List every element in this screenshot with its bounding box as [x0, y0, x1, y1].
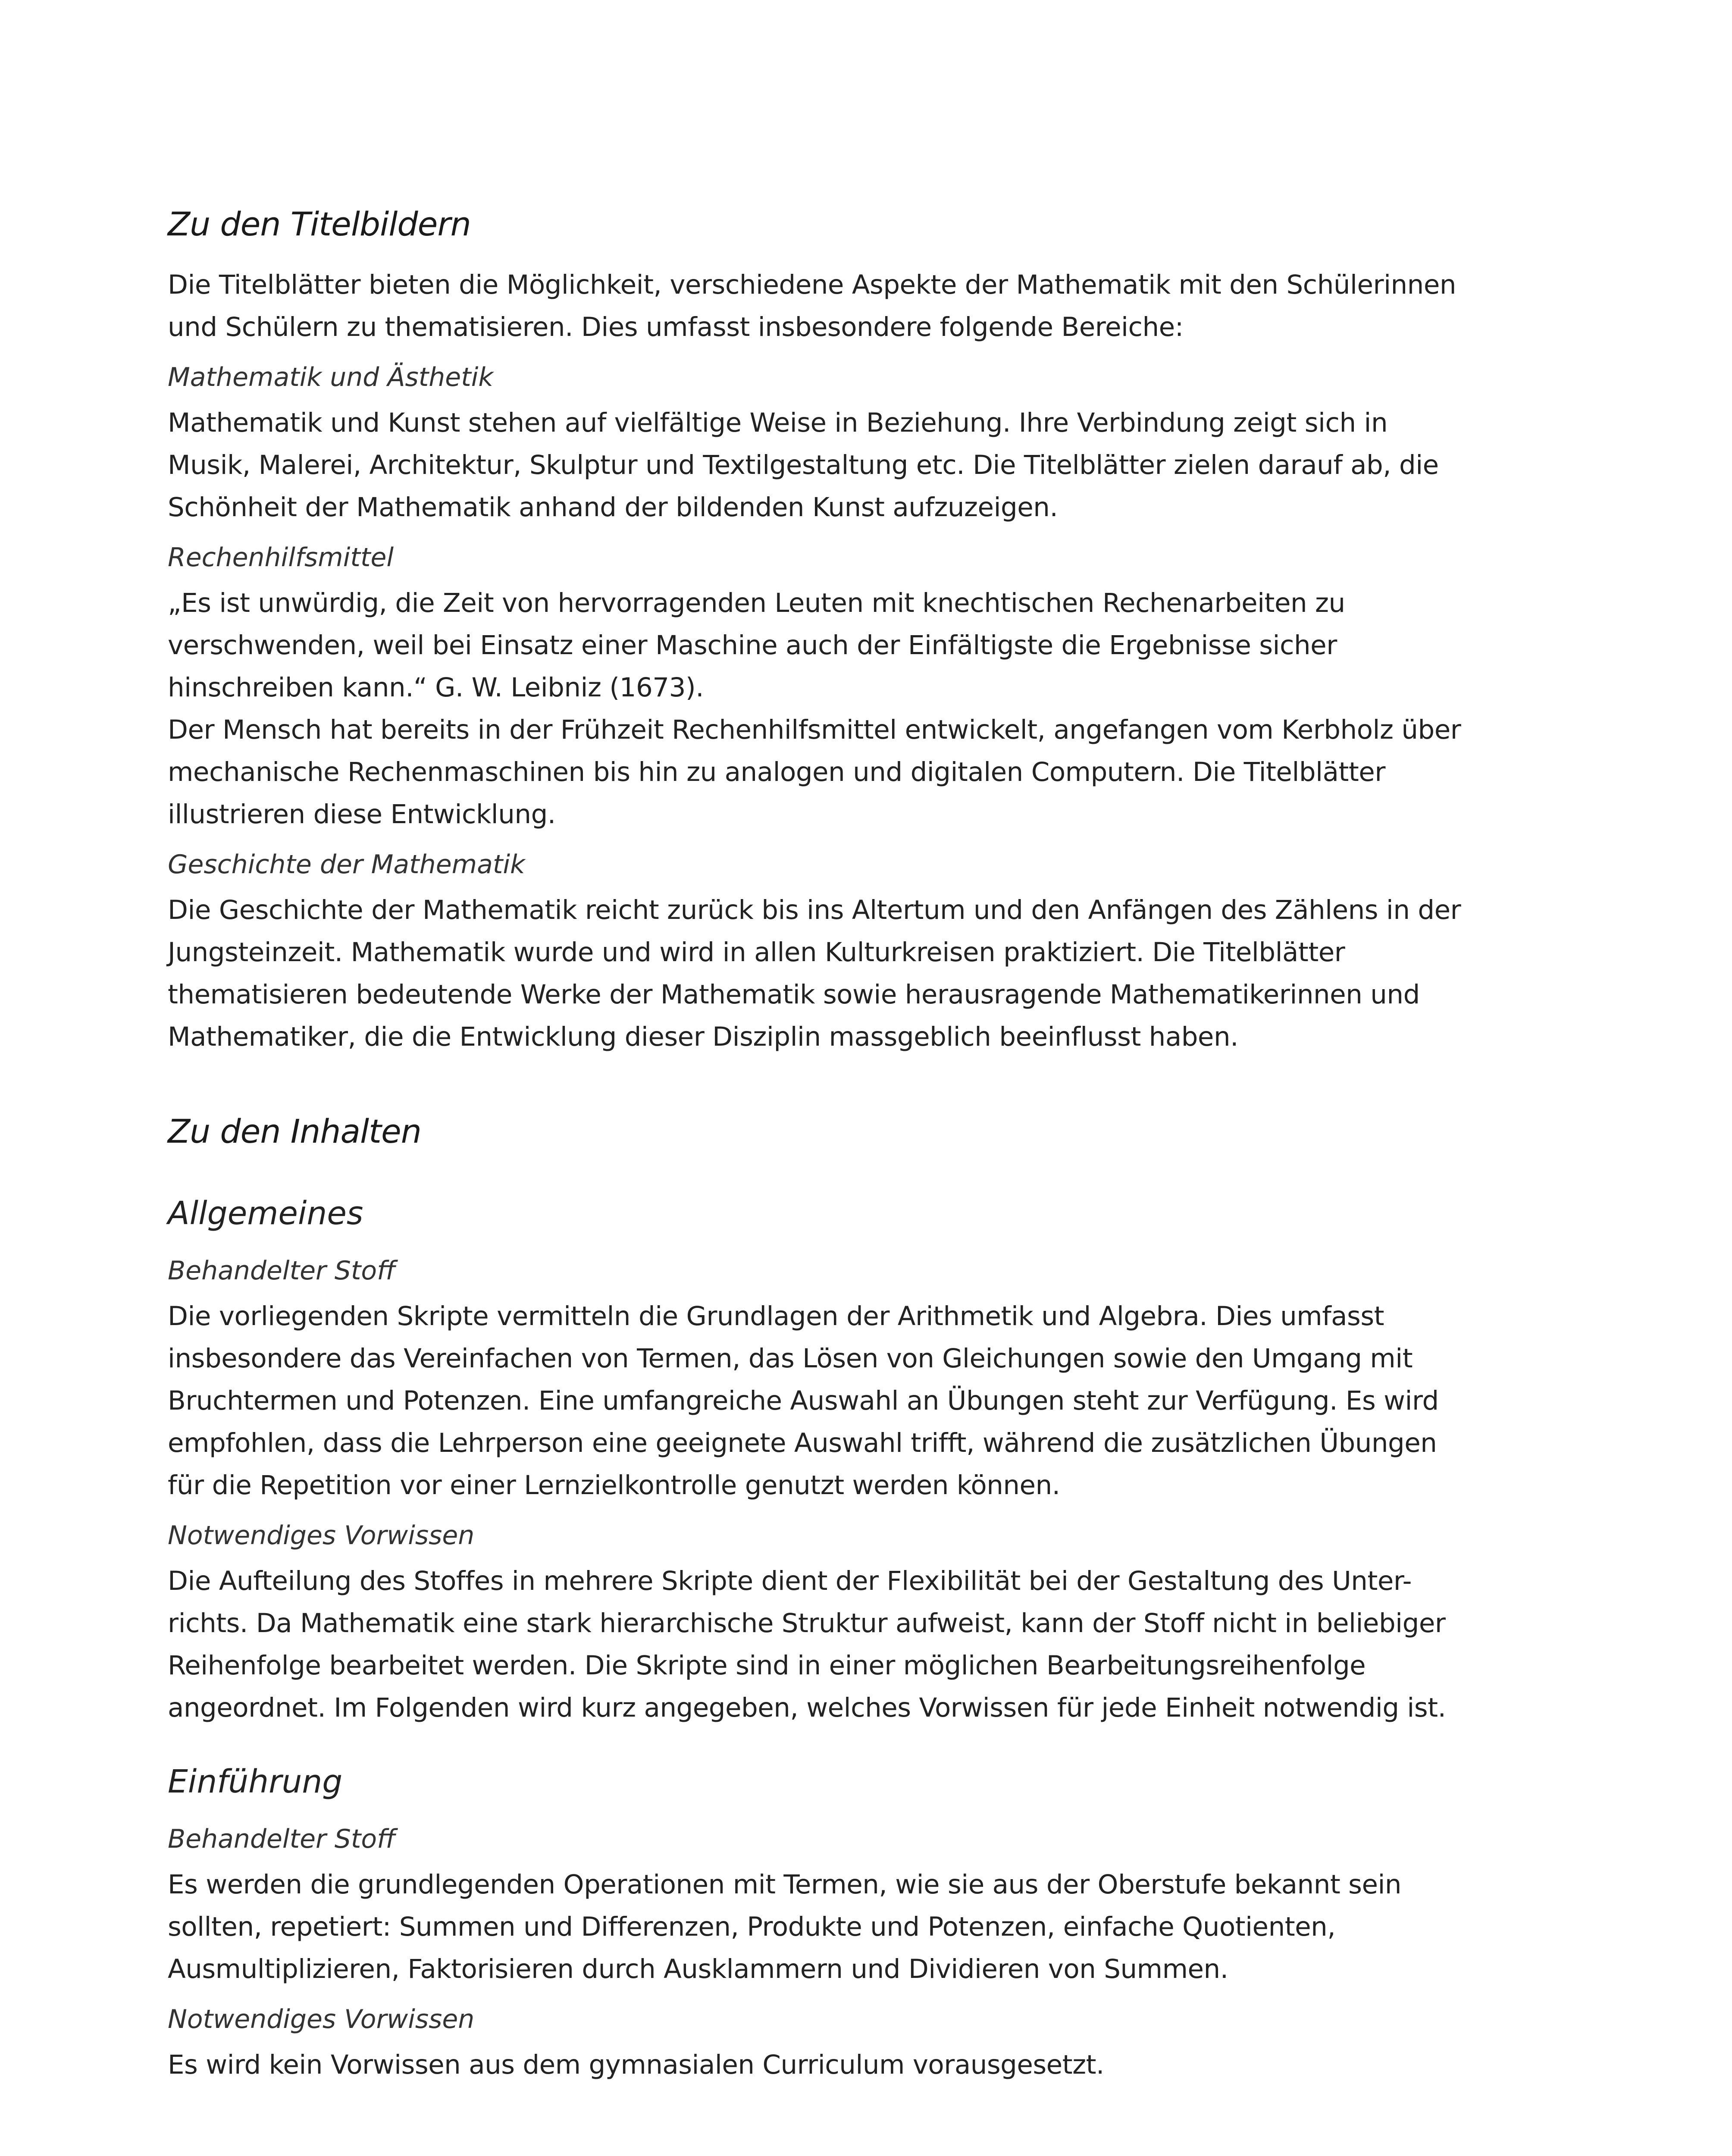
text-line: Musik, Malerei, Architektur, Skulptur und Textilgestaltung etc. Die Titelblätter zielen darauf ab, die — [168, 450, 1439, 480]
subheading-behandelter-stoff: Behandelter Stoff — [168, 1824, 396, 1854]
paragraph-allgemeines-vorwissen — [168, 1560, 1522, 1729]
text-line: thematisieren bedeutende Werke der Mathematik sowie herausragende Mathematikerinnen und — [168, 979, 1420, 1010]
text-line: Schönheit der Mathematik anhand der bildenden Kunst aufzuzeigen. — [168, 492, 1058, 523]
text-line: verschwenden, weil bei Einsatz einer Maschine auch der Einfältigste die Ergebnisse sicher — [168, 630, 1337, 661]
paragraph-allgemeines-stoff — [168, 1295, 1522, 1507]
page-content — [168, 203, 1522, 2086]
text-line: richts. Da Mathematik eine stark hierarchische Struktur aufweist, kann der Stoff nicht in beliebiger — [168, 1608, 1446, 1639]
subheading-behandelter-stoff: Behandelter Stoff — [168, 1256, 396, 1286]
text-line: mechanische Rechenmaschinen bis hin zu analogen und digitalen Computern. Die Titelblätter — [168, 757, 1385, 787]
section-heading-inhalten: Zu den Inhalten — [168, 1112, 421, 1150]
text-line: Die Titelblätter bieten die Möglichkeit, verschiedene Aspekte der Mathematik mit den Schülerinnen — [168, 270, 1456, 300]
text-line: Die Aufteilung des Stoffes in mehrere Skripte dient der Flexibilität bei der Gestaltung des Unter- — [168, 1566, 1412, 1596]
text-line: Bruchtermen und Potenzen. Eine umfangreiche Auswahl an Übungen steht zur Verfügung. Es wird — [168, 1385, 1439, 1416]
text-line: Jungsteinzeit. Mathematik wurde und wird in allen Kulturkreisen praktiziert. Die Titelblätter — [168, 937, 1345, 968]
subheading-notwendiges-vorwissen: Notwendiges Vorwissen — [168, 1520, 475, 1551]
subheading-notwendiges-vorwissen: Notwendiges Vorwissen — [168, 2004, 475, 2034]
text-line: hinschreiben kann.“ G. W. Leibniz (1673). — [168, 672, 704, 703]
text-line: und Schülern zu thematisieren. Dies umfasst insbesondere folgende Bereiche: — [168, 312, 1184, 342]
paragraph-einfuehrung-stoff — [168, 1864, 1522, 1990]
paragraph-geschichte — [168, 889, 1522, 1058]
text-line: sollten, repetiert: Summen und Differenzen, Produkte und Potenzen, einfache Quotienten, — [168, 1912, 1336, 1942]
text-line: Es werden die grundlegenden Operationen mit Termen, wie sie aus der Oberstufe bekannt sein — [168, 1869, 1402, 1900]
text-line: insbesondere das Vereinfachen von Termen, das Lösen von Gleichungen sowie den Umgang mit — [168, 1343, 1413, 1374]
paragraph-titelbilder-intro — [168, 264, 1522, 348]
subheading-rechenhilfsmittel: Rechenhilfsmittel — [168, 542, 394, 573]
subheading-aesthetik: Mathematik und Ästhetik — [168, 362, 494, 392]
paragraph-aesthetik — [168, 402, 1522, 529]
subsection-heading-einfuehrung: Einführung — [168, 1763, 343, 1800]
subsection-heading-allgemeines: Allgemeines — [168, 1195, 363, 1232]
text-line: Reihenfolge bearbeitet werden. Die Skripte sind in einer möglichen Bearbeitungsreihenfolge — [168, 1650, 1366, 1681]
text-line: Ausmultiplizieren, Faktorisieren durch Ausklammern und Dividieren von Summen. — [168, 1954, 1228, 1984]
text-line: Der Mensch hat bereits in der Frühzeit Rechenhilfsmittel entwickelt, angefangen vom Kerbholz über — [168, 714, 1461, 745]
text-line: illustrieren diese Entwicklung. — [168, 799, 556, 830]
text-line: Die Geschichte der Mathematik reicht zurück bis ins Altertum und den Anfängen des Zählens in der — [168, 895, 1461, 925]
paragraph-rechenhilfsmittel — [168, 582, 1522, 836]
text-line: Es wird kein Vorwissen aus dem gymnasialen Curriculum vorausgesetzt. — [168, 2049, 1104, 2080]
text-line: angeordnet. Im Folgenden wird kurz angegeben, welches Vorwissen für jede Einheit notwendig ist. — [168, 1692, 1446, 1723]
subheading-geschichte: Geschichte der Mathematik — [168, 849, 525, 880]
text-line: „Es ist unwürdig, die Zeit von hervorragenden Leuten mit knechtischen Rechenarbeiten zu — [168, 588, 1345, 618]
section-heading-titelbilder: Zu den Titelbildern — [168, 205, 471, 243]
text-line: für die Repetition vor einer Lernzielkontrolle genutzt werden können. — [168, 1470, 1060, 1501]
text-line: Die vorliegenden Skripte vermitteln die Grundlagen der Arithmetik und Algebra. Dies umfasst — [168, 1301, 1384, 1332]
text-line: Mathematik und Kunst stehen auf vielfältige Weise in Beziehung. Ihre Verbindung zeigt sich in — [168, 407, 1388, 438]
text-line: Mathematiker, die die Entwicklung dieser Disziplin massgeblich beeinflusst haben. — [168, 1022, 1239, 1052]
paragraph-einfuehrung-vorwissen — [168, 2044, 1522, 2086]
text-line: empfohlen, dass die Lehrperson eine geeignete Auswahl trifft, während die zusätzlichen Übungen — [168, 1428, 1437, 1458]
